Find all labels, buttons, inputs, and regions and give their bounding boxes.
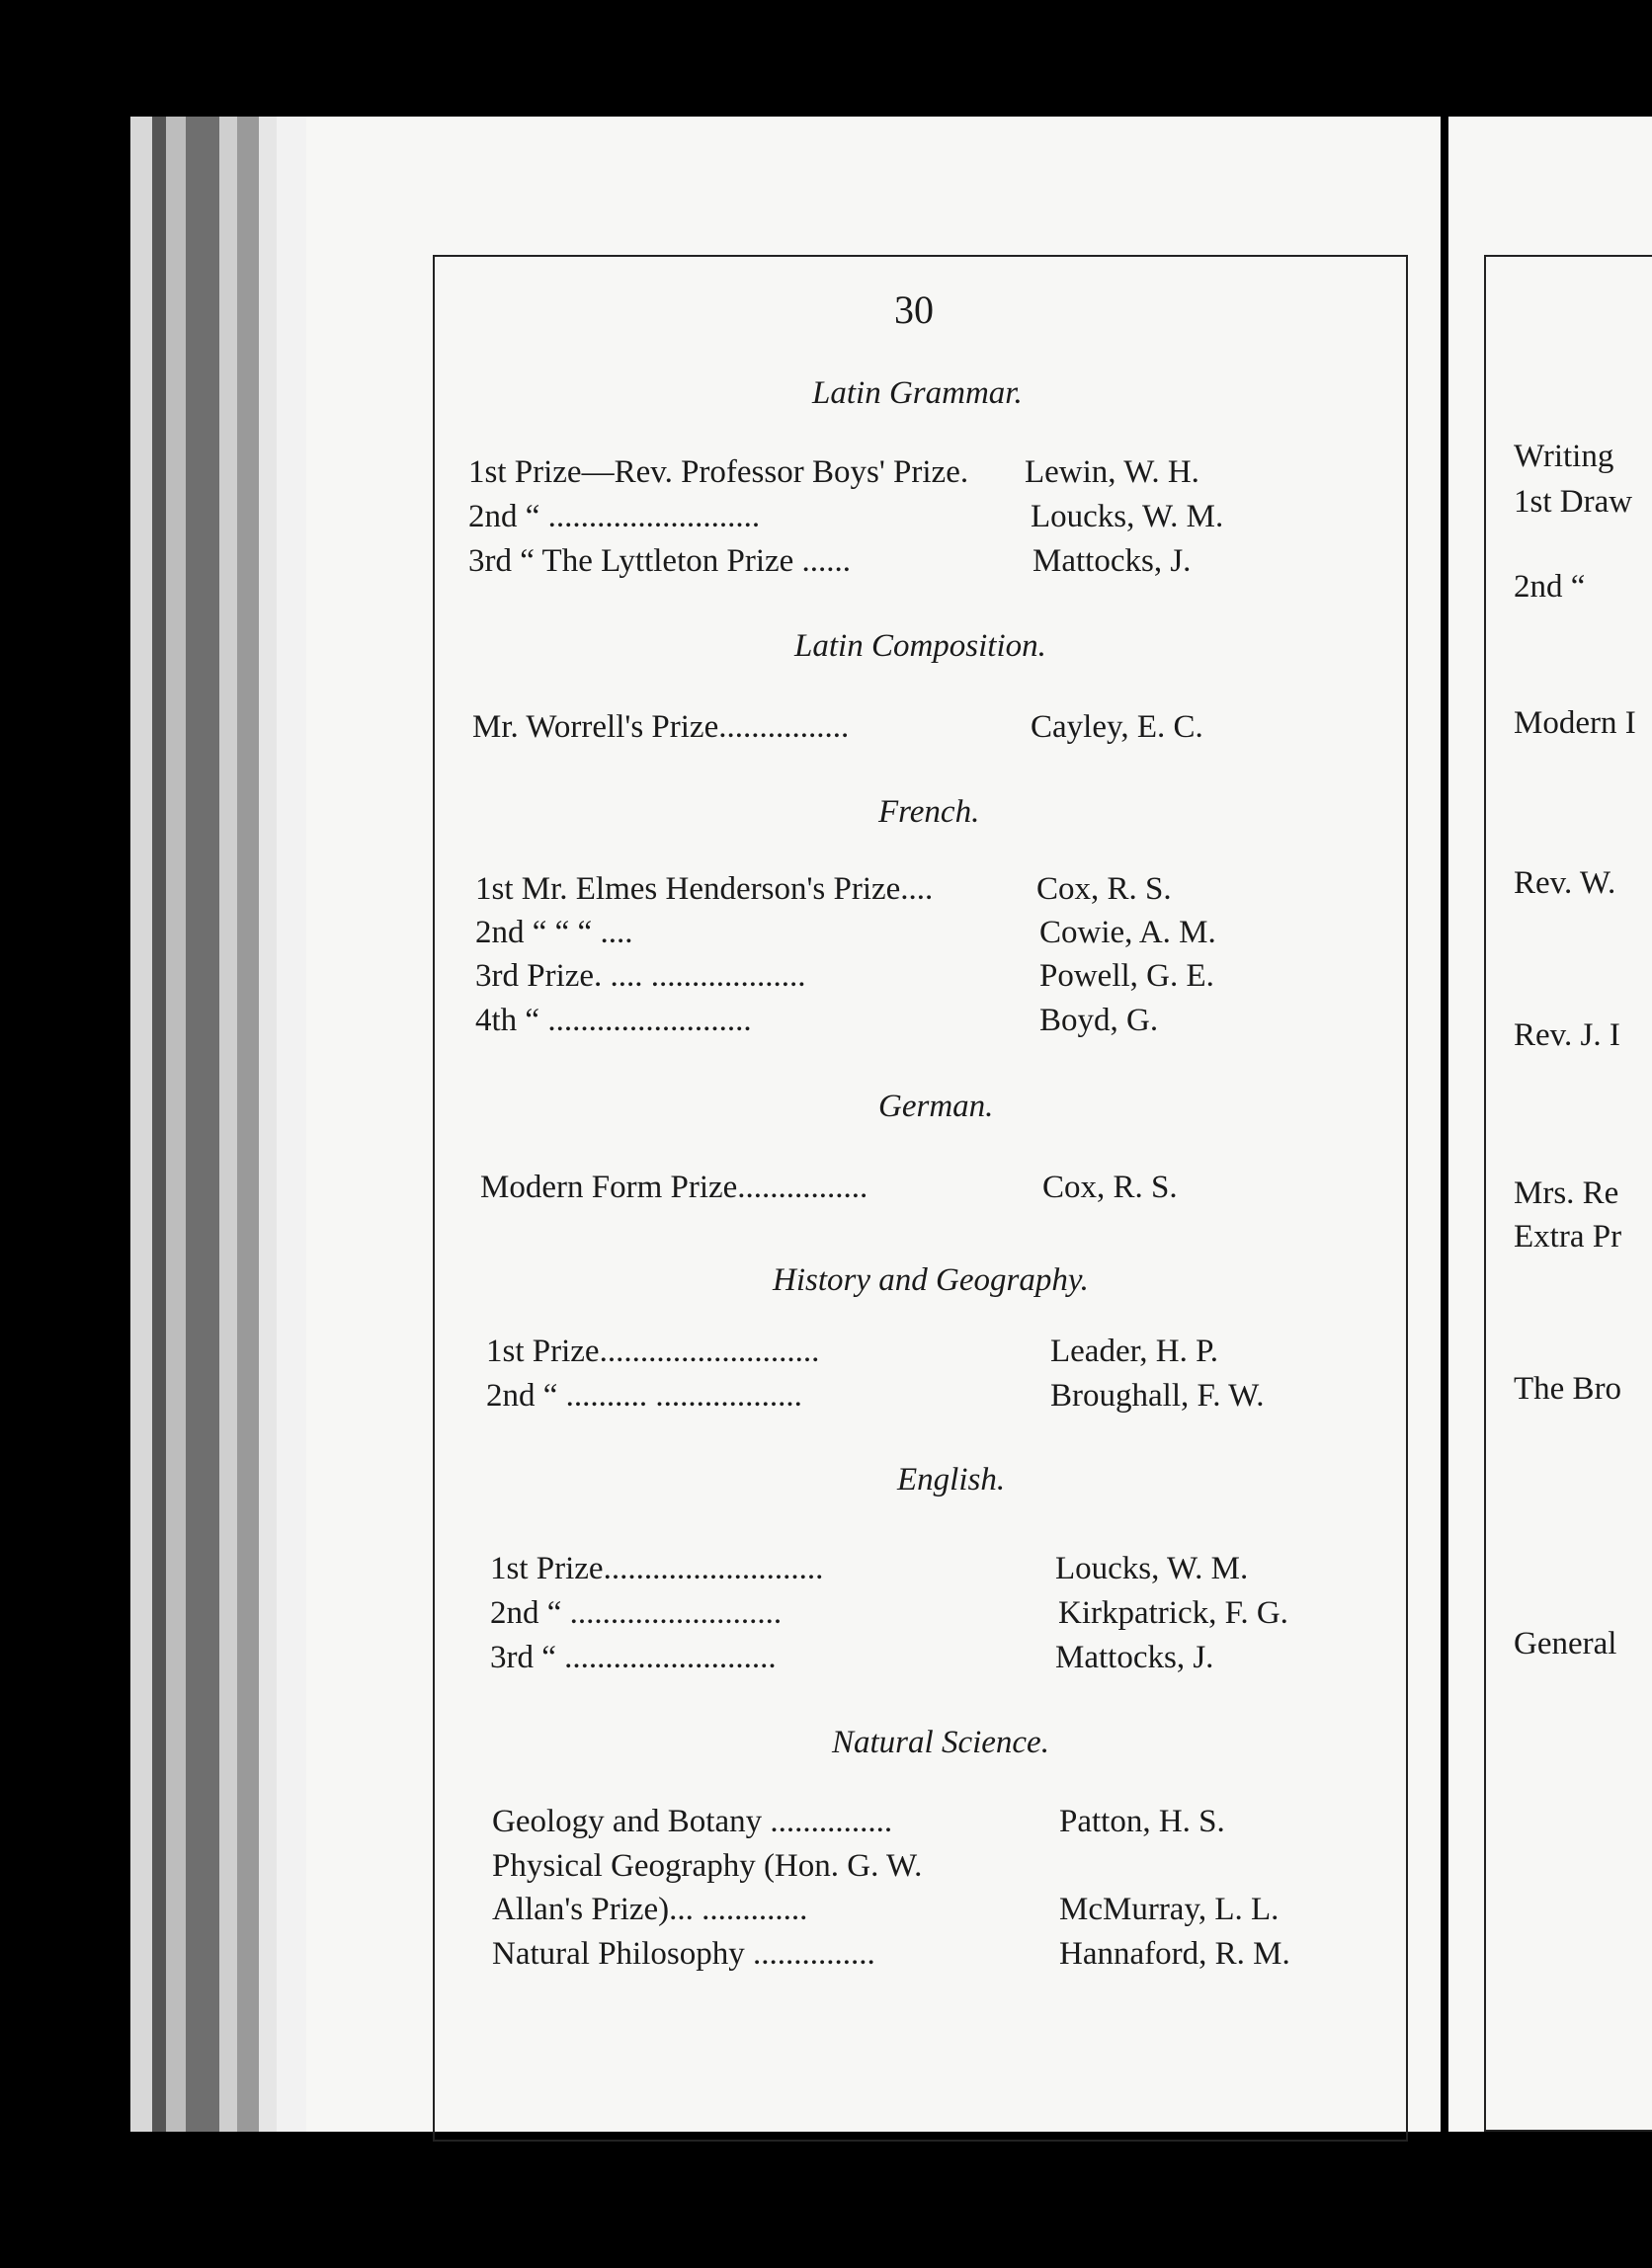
winner-name: Patton, H. S. — [1059, 1804, 1225, 1839]
prize-label: 3rd “ .......................... — [490, 1640, 777, 1675]
prize-label: Natural Philosophy ............... — [492, 1936, 875, 1972]
section-heading: French. — [878, 794, 980, 830]
right-fragment: Writing — [1514, 439, 1614, 474]
prize-label: Modern Form Prize................ — [480, 1170, 868, 1205]
book-page-edges — [130, 117, 306, 2132]
winner-name: Broughall, F. W. — [1050, 1378, 1265, 1414]
right-fragment: The Bro — [1514, 1371, 1622, 1407]
right-fragment: 2nd “ — [1514, 569, 1586, 605]
right-fragment: General — [1514, 1626, 1617, 1661]
section-heading: Natural Science. — [832, 1725, 1049, 1760]
prize-label: Allan's Prize)... ............. — [492, 1892, 808, 1927]
prize-label: 1st Mr. Elmes Henderson's Prize.... — [475, 871, 934, 907]
winner-name: Mattocks, J. — [1055, 1640, 1214, 1675]
prize-label: 3rd “ The Lyttleton Prize ...... — [468, 543, 852, 579]
winner-name: McMurray, L. L. — [1059, 1892, 1280, 1927]
prize-label: 2nd “ “ “ .... — [475, 915, 633, 950]
prize-label: 3rd Prize. .... ................... — [475, 958, 806, 994]
right-fragment: Modern I — [1514, 705, 1636, 741]
right-page — [1448, 117, 1652, 2132]
winner-name: Cox, R. S. — [1036, 871, 1172, 907]
right-fragment: Extra Pr — [1514, 1219, 1622, 1255]
prize-label: Physical Geography (Hon. G. W. — [492, 1848, 923, 1884]
prize-label: 1st Prize........................... — [490, 1551, 824, 1586]
page-number: 30 — [894, 287, 934, 332]
winner-name: Cayley, E. C. — [1031, 709, 1203, 745]
winner-name: Cowie, A. M. — [1039, 915, 1216, 950]
winner-name: Kirkpatrick, F. G. — [1058, 1595, 1288, 1631]
winner-name: Cox, R. S. — [1042, 1170, 1178, 1205]
right-fragment: Mrs. Re — [1514, 1175, 1619, 1211]
prize-label: Mr. Worrell's Prize................ — [472, 709, 850, 745]
winner-name: Lewin, W. H. — [1025, 454, 1199, 490]
right-fragment: Rev. J. I — [1514, 1017, 1620, 1053]
winner-name: Loucks, W. M. — [1031, 499, 1224, 534]
section-heading: English. — [897, 1462, 1006, 1498]
winner-name: Boyd, G. — [1039, 1003, 1159, 1038]
winner-name: Leader, H. P. — [1050, 1334, 1219, 1369]
right-fragment: Rev. W. — [1514, 865, 1616, 901]
prize-label: 4th “ ......................... — [475, 1003, 752, 1038]
winner-name: Hannaford, R. M. — [1059, 1936, 1290, 1972]
prize-label: 2nd “ .......................... — [468, 499, 761, 534]
section-heading: Latin Composition. — [794, 628, 1046, 664]
prize-label: 2nd “ .......... .................. — [486, 1378, 802, 1414]
right-fragment: 1st Draw — [1514, 484, 1633, 520]
winner-name: Powell, G. E. — [1039, 958, 1214, 994]
prize-label: Geology and Botany ............... — [492, 1804, 893, 1839]
prize-label: 1st Prize—Rev. Professor Boys' Prize. — [468, 454, 969, 490]
winner-name: Loucks, W. M. — [1055, 1551, 1249, 1586]
section-heading: German. — [878, 1089, 994, 1124]
prize-label: 2nd “ .......................... — [490, 1595, 783, 1631]
section-heading: History and Geography. — [773, 1262, 1089, 1298]
section-heading: Latin Grammar. — [812, 375, 1023, 411]
prize-label: 1st Prize........................... — [486, 1334, 820, 1369]
winner-name: Mattocks, J. — [1032, 543, 1192, 579]
